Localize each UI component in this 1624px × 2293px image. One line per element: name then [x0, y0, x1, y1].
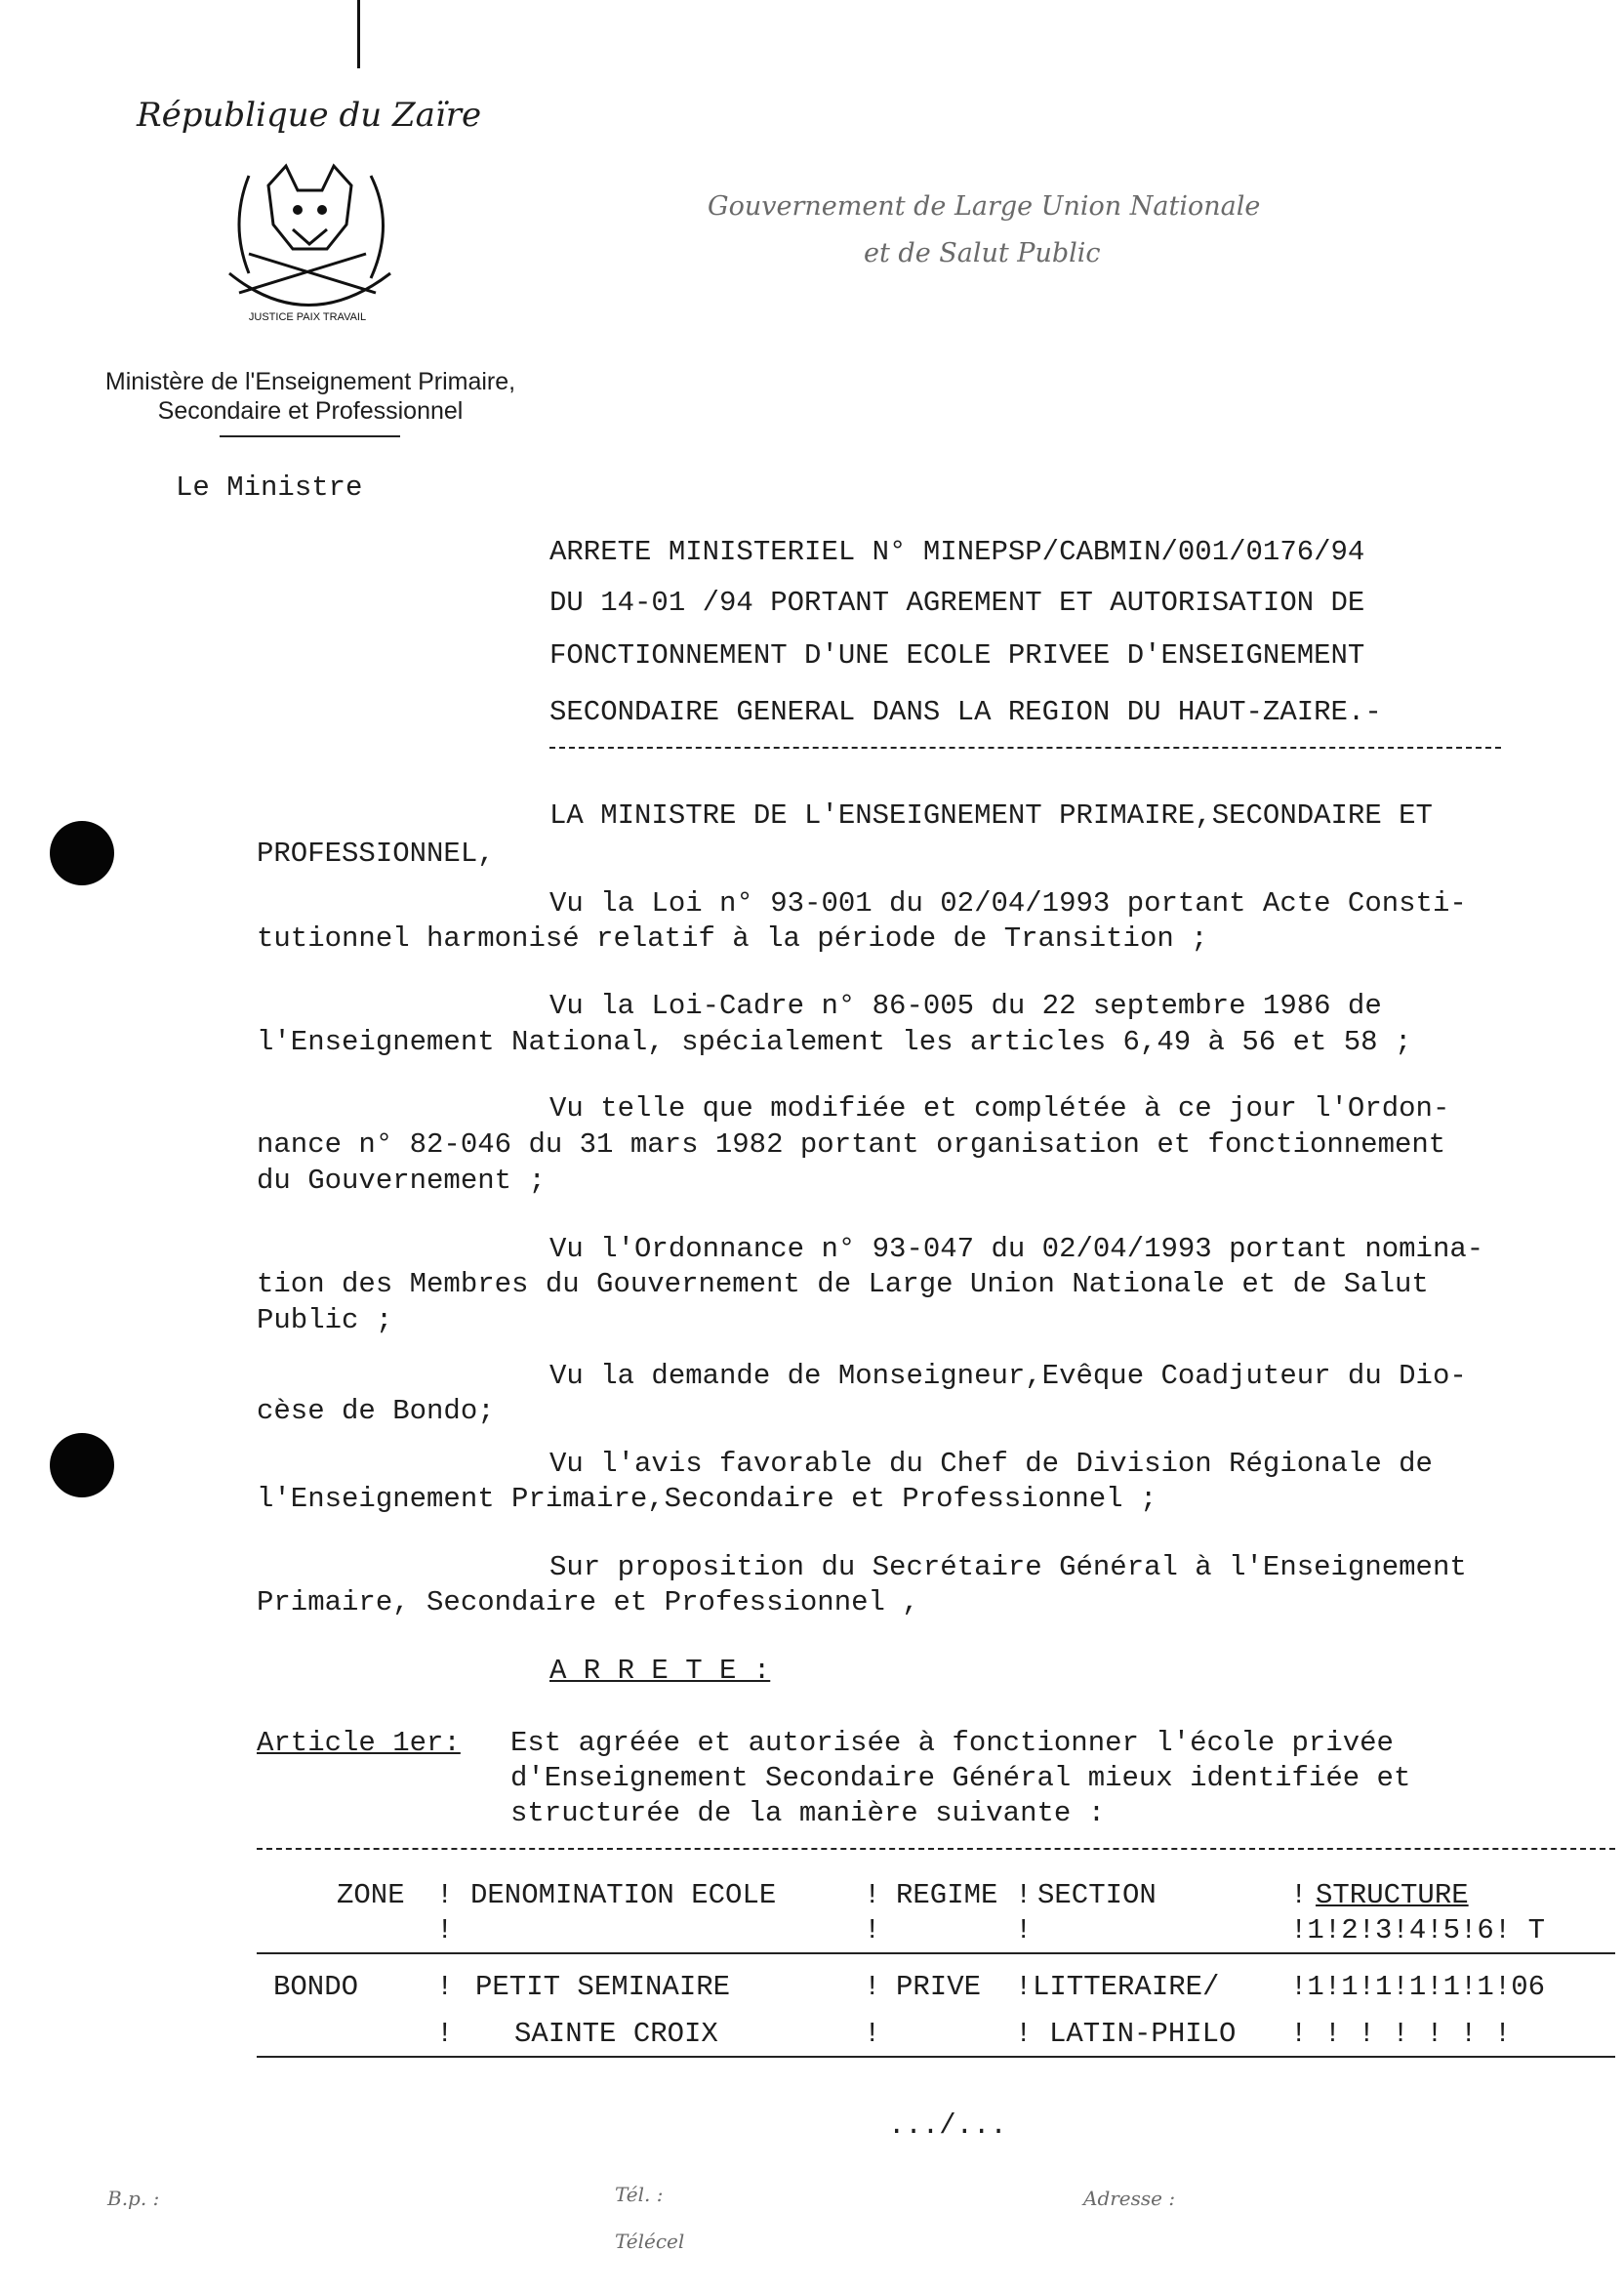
republic-name: République du Zaïre [137, 96, 482, 135]
recital-4-line-1: Vu l'Ordonnance n° 93-047 du 02/04/1993 portant nomina- [549, 1233, 1484, 1265]
footer-telecel: Télécel [615, 2230, 685, 2253]
article-label: Article 1er: [257, 1727, 461, 1759]
minister-label: Le Ministre [176, 471, 363, 504]
table-header-zone: ZONE [337, 1879, 405, 1911]
margin-mark [357, 0, 360, 68]
emblem-motto: JUSTICE PAIX TRAVAIL [248, 311, 367, 323]
recital-3-line-3: du Gouvernement ; [257, 1165, 546, 1197]
government-line-2: et de Salut Public [864, 238, 1101, 268]
recital-6-line-2: l'Enseignement Primaire,Secondaire et Professionnel ; [257, 1483, 1157, 1515]
table-header-structure: STRUCTURE [1316, 1879, 1469, 1911]
recital-5-line-2: cèse de Bondo; [257, 1395, 495, 1427]
binder-hole [50, 1433, 114, 1497]
table-cell-section-line-2: LATIN-PHILO [1049, 2018, 1237, 2050]
footer-adresse: Adresse : [1083, 2187, 1176, 2210]
recital-4-line-3: Public ; [257, 1304, 393, 1336]
table-header-structure-classes: !1!2!3!4!5!6! T [1290, 1914, 1546, 1946]
table-cell-structure-line-1: !1!1!1!1!1!1!06 [1290, 1971, 1546, 2003]
table-cell-zone: BONDO [273, 1971, 359, 2003]
table-column-separator: ! [1015, 1971, 1033, 2003]
intro-line-1: LA MINISTRE DE L'ENSEIGNEMENT PRIMAIRE,SECONDAIRE ET [549, 799, 1433, 832]
recital-1-line-2: tutionnel harmonisé relatif à la période de Transition ; [257, 922, 1208, 955]
table-column-separator: ! [436, 1971, 454, 2003]
table-cell-structure-line-2: ! ! ! ! ! ! ! [1290, 2018, 1512, 2050]
decree-title-line-2: DU 14-01 /94 PORTANT AGREMENT ET AUTORISATION DE [549, 587, 1365, 619]
footer-bp: B.p. : [107, 2187, 160, 2210]
intro-line-2: PROFESSIONNEL, [257, 838, 495, 870]
table-header-rule [257, 1952, 1615, 1954]
ministry-line-1: Ministère de l'Enseignement Primaire, [104, 368, 516, 395]
table-cell-name-line-1: PETIT SEMINAIRE [475, 1971, 731, 2003]
decree-title-line-3: FONCTIONNEMENT D'UNE ECOLE PRIVEE D'ENSEIGNEMENT [549, 639, 1365, 672]
recital-6-line-1: Vu l'avis favorable du Chef de Division Régionale de [549, 1448, 1433, 1480]
table-top-rule [257, 1848, 1615, 1850]
table-column-separator: ! [1290, 1879, 1308, 1911]
table-header-denomination: DENOMINATION ECOLE [470, 1879, 777, 1911]
article-line-1: Est agréée et autorisée à fonctionner l'école privée [510, 1727, 1394, 1759]
table-column-separator: ! [1015, 2018, 1033, 2050]
decree-title-line-4: SECONDAIRE GENERAL DANS LA REGION DU HAUT-ZAIRE.- [549, 696, 1382, 728]
footer-tel: Tél. : [615, 2183, 664, 2206]
article-line-2: d'Enseignement Secondaire Général mieux identifiée et [510, 1762, 1411, 1794]
title-separator [549, 747, 1501, 749]
recital-3-line-1: Vu telle que modifiée et complétée à ce jour l'Ordon- [549, 1092, 1450, 1125]
table-column-separator: ! [864, 1879, 881, 1911]
recital-1-line-1: Vu la Loi n° 93-001 du 02/04/1993 portant Acte Consti- [549, 887, 1467, 920]
table-header-regime: REGIME [896, 1879, 998, 1911]
ministry-underline [220, 435, 400, 437]
table-column-separator: ! [436, 2018, 454, 2050]
table-cell-name-line-2: SAINTE CROIX [514, 2018, 718, 2050]
recital-7-line-1: Sur proposition du Secrétaire Général à l'Enseignement [549, 1551, 1467, 1583]
government-line-1: Gouvernement de Large Union Nationale [708, 191, 1261, 222]
recital-2-line-2: l'Enseignement National, spécialement les articles 6,49 à 56 et 58 ; [257, 1026, 1412, 1058]
recital-7-line-2: Primaire, Secondaire et Professionnel , [257, 1586, 919, 1618]
table-header-section: SECTION [1037, 1879, 1157, 1911]
table-cell-section-line-1: LITTERAIRE/ [1033, 1971, 1220, 2003]
continuation-mark: .../... [888, 2109, 1007, 2142]
recital-2-line-1: Vu la Loi-Cadre n° 86-005 du 22 septembre 1986 de [549, 990, 1382, 1022]
coat-of-arms-emblem [210, 156, 410, 332]
table-column-separator: ! [1015, 1879, 1033, 1911]
table-cell-regime: PRIVE [896, 1971, 982, 2003]
article-line-3: structurée de la manière suivante : [510, 1797, 1106, 1829]
binder-hole [50, 821, 114, 885]
table-column-separator: ! [436, 1914, 454, 1946]
table-column-separator: ! [864, 2018, 881, 2050]
table-column-separator: ! [436, 1879, 454, 1911]
arrete-heading: A R R E T E : [549, 1655, 771, 1687]
table-column-separator: ! [864, 1914, 881, 1946]
recital-3-line-2: nance n° 82-046 du 31 mars 1982 portant organisation et fonctionnement [257, 1128, 1446, 1161]
recital-5-line-1: Vu la demande de Monseigneur,Evêque Coadjuteur du Dio- [549, 1360, 1467, 1392]
table-column-separator: ! [1015, 1914, 1033, 1946]
ministry-line-2: Secondaire et Professionnel [157, 397, 464, 425]
decree-title-line-1: ARRETE MINISTERIEL N° MINEPSP/CABMIN/001/0176/94 [549, 536, 1365, 568]
table-bottom-rule [257, 2056, 1615, 2058]
table-column-separator: ! [864, 1971, 881, 2003]
recital-4-line-2: tion des Membres du Gouvernement de Large Union Nationale et de Salut [257, 1268, 1429, 1300]
